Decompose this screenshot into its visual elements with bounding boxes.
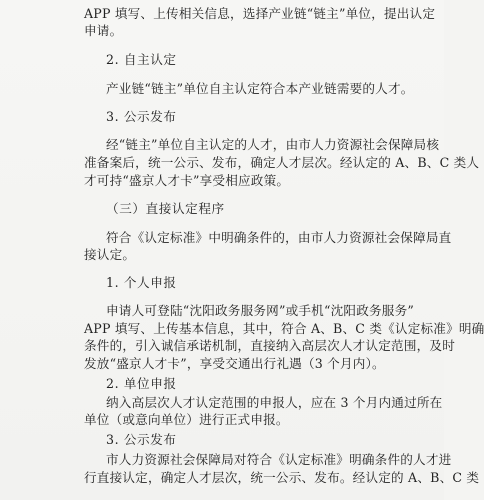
body-text-line: 接认定。 — [84, 247, 136, 263]
body-text-line: 纳入高层次人才认定范围的申报人，应在 3 个月内通过所在 — [106, 394, 443, 410]
body-text-line: 行直接认定，确定人才层次，统一公示、发布。经认定的 A、B、C 类 — [84, 470, 480, 485]
body-text-line: 条件的，引入诚信承诺机制，直接纳入高层次人才认定范围，及时 — [84, 338, 456, 354]
body-text-line: APP 填写、上传相关信息，选择产业链“链主”单位，提出认定 — [84, 6, 436, 21]
section-heading: 2. 单位申报 — [106, 375, 177, 391]
section-heading: 1. 个人申报 — [106, 274, 177, 290]
section-heading: 2. 自主认定 — [106, 51, 177, 67]
section-heading: （三）直接认定程序 — [106, 200, 225, 216]
body-text-line: 经“链主”单位自主认定的人才，由市人力资源社会保障局核 — [106, 136, 440, 152]
body-text-line: 申请。 — [84, 23, 123, 39]
body-text-line: APP 填写、上传基本信息，其中，符合 A、B、C 类《认定标准》明确 — [84, 320, 484, 336]
body-text-line: 申请人可登陆“沈阳政务服务网”或手机“沈阳政务服务” — [106, 302, 415, 318]
body-text-line: 市人力资源社会保障局对符合《认定标准》明确条件的人才进 — [106, 451, 452, 467]
body-text-line: 符合《认定标准》中明确条件的，由市人力资源社会保障局直 — [106, 229, 452, 245]
body-text-line: 发放“盛京人才卡”，享受交通出行礼遇（3 个月内）。 — [84, 355, 385, 371]
section-heading: 3. 公示发布 — [106, 431, 177, 447]
body-text-line: 产业链“链主”单位自主认定符合本产业链需要的人才。 — [106, 80, 414, 96]
section-heading: 3. 公示发布 — [106, 108, 177, 124]
body-text-line: 单位（或意向单位）进行正式申报。 — [84, 412, 289, 427]
body-text-line: 才可持“盛京人才卡”享受相应政策。 — [84, 172, 290, 188]
body-text-line: 准备案后，统一公示、发布，确定人才层次。经认定的 A、B、C 类人 — [84, 155, 480, 171]
